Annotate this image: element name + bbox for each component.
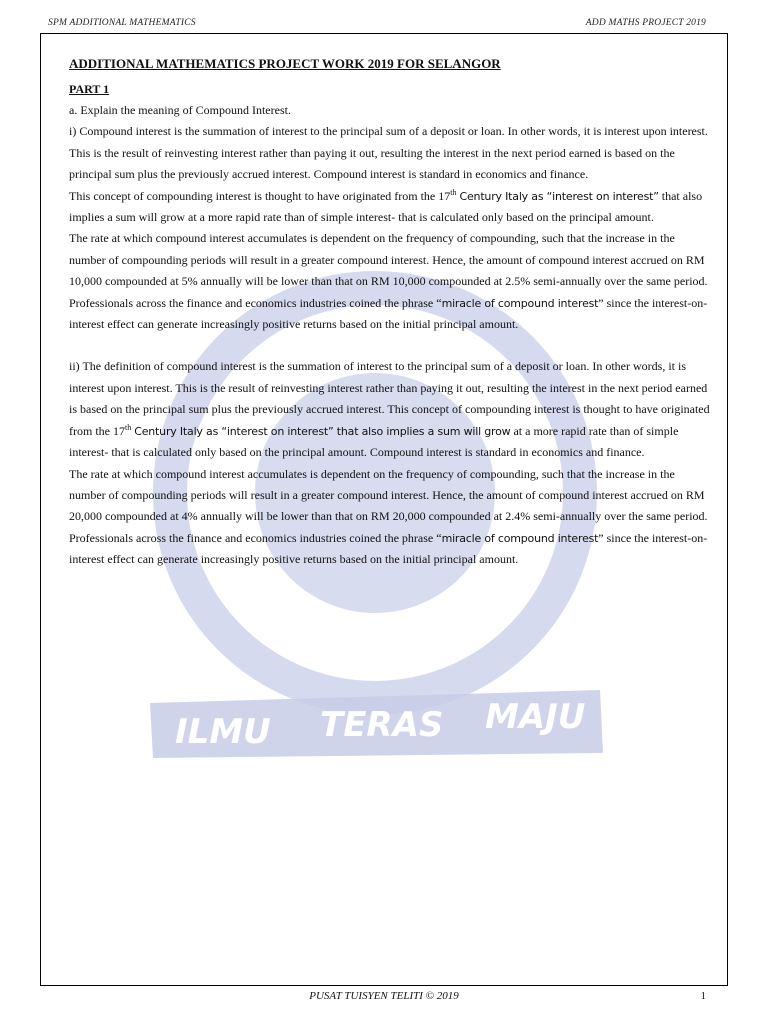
watermark-word-3: MAJU	[485, 697, 586, 737]
paragraph-3	[69, 228, 711, 335]
paragraph-5-rest: ” since the interest-on-interest effect can generate increasingly positive returns based on the initial principal amount.	[69, 530, 708, 567]
paragraph-2-text: This concept of compounding interest is thought to have originated from the 17	[69, 188, 451, 203]
quote-phrase: Century Italy as “interest on interest”	[459, 189, 659, 203]
superscript: th	[125, 422, 132, 432]
paragraph-4	[69, 356, 711, 463]
document-body	[69, 55, 711, 571]
superscript: th	[450, 187, 457, 197]
paragraph-3-text: The rate at which compound interest accumulates is dependent on the frequency of compounding, such that the increase in the number of compounding periods will result in a greater compound interest. Hence, the amount of compound interest accrued on RM 10,000 compounded at 5% annually will be lower than that on RM 10,000 compounded at 2.5% semi-annually over the same period. Professionals across the finance and economics industries coined the phrase “	[69, 231, 708, 310]
page-number: 1	[700, 990, 706, 1002]
paragraph-2	[69, 186, 711, 229]
paragraph-5-text: The rate at which compound interest accumulates is dependent on the frequency of compounding, such that the increase in the number of compounding periods will result in a greater compound interest. Hence, the amount of compound interest accrued on RM 20,000 compounded at 4% annually will be lower than that on RM 20,000 compounded at 2.4% semi-annually over the same period. Professionals across the finance and economics industries coined the phrase “	[69, 466, 708, 545]
part-heading: PART 1	[69, 82, 110, 96]
watermark-word-2: TERAS	[320, 705, 444, 745]
paragraph-5	[69, 464, 711, 571]
quote-phrase: Century Italy as “interest on interest” that also implies a sum will grow	[134, 424, 511, 438]
paragraph-4-rest: at a more rapid rate than of simple interest- that is calculated only based on the principal amount. Compound interest is standard in economics and finance.	[69, 423, 679, 460]
paragraph-3-rest: ” since the interest-on-interest effect can generate increasingly positive returns based on the initial principal amount.	[69, 295, 708, 332]
emphasis-phrase: miracle of compound interest	[441, 296, 599, 310]
paragraph-1: i) Compound interest is the summation of interest to the principal sum of a deposit or loan. In other words, it is interest upon interest. This is the result of reinvesting interest rather than paying it out, resulting the interest in the next period earned is based on the principal sum plus the previously accrued interest. Compound interest is standard in economics and finance.	[69, 124, 708, 182]
watermark-word-1: ILMU	[175, 712, 271, 752]
question-a: a. Explain the meaning of Compound Interest.	[69, 103, 291, 117]
paragraph-2-rest: that also implies a sum will grow at a more rapid rate than of simple interest- that is calculated only based on the principal amount.	[69, 188, 703, 225]
header-right: ADD MATHS PROJECT 2019	[585, 18, 706, 28]
paragraph-4-text: ii) The definition of compound interest is the summation of interest to the principal sum of a deposit or loan. In other words, it is interest upon interest. This is the result of reinvesting interest rather than paying it out, resulting the interest in the next period earned is based on the principal sum plus the previously accrued interest. This concept of compounding interest is thought to have originated from the 17	[69, 359, 710, 438]
document-title: ADDITIONAL MATHEMATICS PROJECT WORK 2019 FOR SELANGOR	[69, 56, 501, 71]
header-left: SPM ADDITIONAL MATHEMATICS	[48, 18, 196, 28]
footer-text: PUSAT TUISYEN TELITI © 2019	[309, 990, 459, 1002]
emphasis-phrase: miracle of compound interest	[441, 531, 599, 545]
